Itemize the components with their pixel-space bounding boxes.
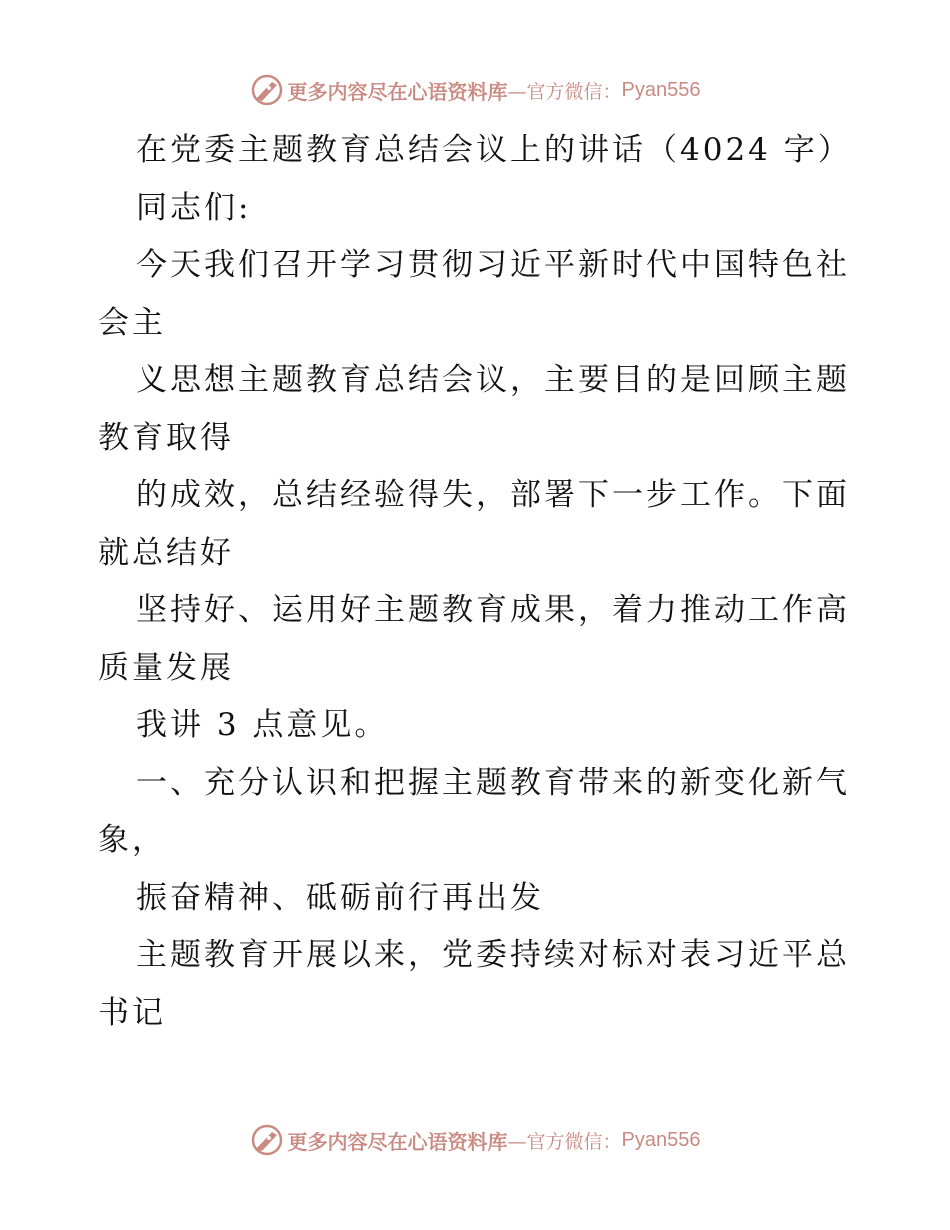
- paragraph-line: 我讲 3 点意见。: [136, 707, 389, 743]
- document-title: 在党委主题教育总结会议上的讲话（4024 字）: [136, 132, 852, 168]
- pen-nib-icon: [250, 73, 284, 107]
- pen-nib-icon: [250, 1123, 284, 1157]
- section-heading: 振奋精神、砥砺前行再出发: [136, 879, 544, 916]
- watermark-separator: —官方微信：: [507, 80, 622, 103]
- watermark-wechat-id: Pyan556: [621, 1128, 701, 1151]
- section-heading: 象，: [98, 822, 166, 858]
- paragraph-line: 主题教育开展以来，党委持续对标对表习近平总: [136, 937, 850, 973]
- watermark-text: 更多内容尽在心语资料库: [287, 1129, 508, 1154]
- paragraph-line: 的成效，总结经验得失，部署下一步工作。下面: [136, 477, 850, 513]
- section-heading: 一、充分认识和把握主题教育带来的新变化新气: [136, 764, 850, 801]
- paragraph-line: 书记: [98, 994, 166, 1031]
- watermark-text: 更多内容尽在心语资料库: [287, 79, 508, 104]
- header-watermark: [0, 70, 950, 110]
- paragraph-line: 就总结好: [98, 534, 234, 571]
- paragraph-line: 教育取得: [98, 419, 234, 456]
- footer-watermark: [0, 1120, 950, 1160]
- paragraph-line: 义思想主题教育总结会议，主要目的是回顾主题: [136, 362, 850, 398]
- salutation: 同志们:: [136, 189, 252, 226]
- paragraph-line: 坚持好、运用好主题教育成果，着力推动工作高: [136, 592, 850, 628]
- watermark-wechat-id: Pyan556: [621, 78, 701, 101]
- paragraph-line: 质量发展: [98, 649, 234, 686]
- watermark-separator: —官方微信：: [507, 1130, 622, 1153]
- paragraph-line: 会主: [98, 304, 166, 341]
- paragraph-line: 今天我们召开学习贯彻习近平新时代中国特色社: [136, 247, 850, 283]
- document-body: [98, 122, 858, 1042]
